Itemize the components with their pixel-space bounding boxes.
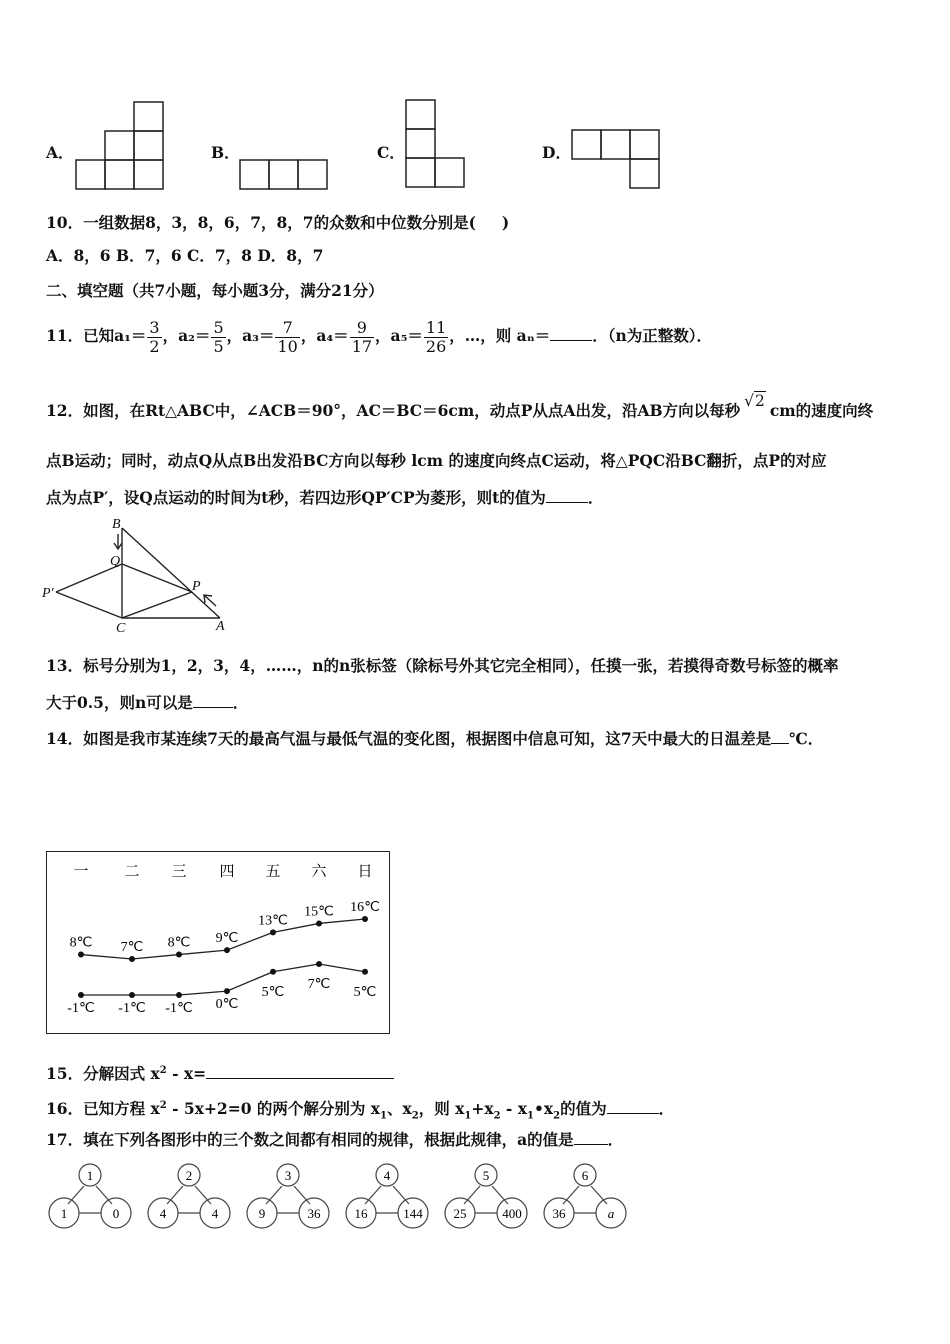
fraction-a2: $\frac{5}{5}$ [213, 317, 224, 356]
sqrt-2: √2 [744, 392, 765, 410]
question-13-line-1: 13．标号分别为1，2，3，4，……，n的n张标签（除标号外其它完全相同），任摸一张，若摸得奇数号标签的概率 [46, 656, 839, 675]
left-number: 4 [159, 1206, 167, 1221]
high-temp-label: 15℃ [304, 904, 334, 920]
day-label-3: 四 [219, 862, 235, 880]
day-label-1: 二 [124, 862, 140, 880]
question-16: 16．已知方程 $x^2 - 5x+2=0$ 的两个解分别为 $x_1$、$x_2$，则 $x_1+x_2$ - $x_1•x_2$的值为 ． [46, 1099, 675, 1122]
fraction-a1: $\frac{3}{2}$ [149, 317, 160, 356]
low-temp-label: 5℃ [261, 984, 285, 1000]
option-c-figure [402, 98, 470, 192]
left-number: 25 [453, 1206, 467, 1221]
low-temp-label: 7℃ [307, 977, 331, 992]
high-temp-point [129, 956, 135, 962]
high-temp-label: 13℃ [258, 913, 288, 929]
low-temp-point [78, 992, 84, 998]
low-temp-label: 0℃ [215, 997, 239, 1013]
top-number: 1 [86, 1168, 94, 1183]
high-temp-label: 8℃ [69, 935, 93, 951]
top-number: 5 [482, 1168, 490, 1183]
low-temp-point [316, 961, 322, 967]
low-temp-point [224, 988, 230, 994]
fraction-a4: $\frac{9}{17}$ [351, 317, 373, 356]
option-b-figure [236, 156, 332, 192]
label-p-prime: P′ [42, 586, 54, 601]
right-number: 400 [502, 1206, 522, 1221]
answer-blank [771, 729, 789, 744]
pattern-figure-6 [544, 1164, 626, 1228]
fraction-a3: $\frac{7}{10}$ [277, 317, 298, 356]
pattern-figure-2 [148, 1164, 230, 1228]
top-number: 4 [383, 1168, 391, 1183]
high-temp-point [78, 952, 84, 958]
day-label-0: 一 [73, 862, 89, 880]
high-temp-label: 7℃ [120, 940, 144, 955]
answer-blank [193, 693, 233, 708]
left-number: 16 [354, 1206, 368, 1221]
option-d-label: D． [542, 143, 571, 162]
option-a-figure [72, 100, 168, 192]
option-b-label: B． [211, 143, 240, 162]
question-14: 14．如图是我市某连续7天的最高气温与最低气温的变化图，根据图中信息可知，这7天中最大的日温差是 ℃． [46, 729, 824, 748]
temperature-chart [46, 851, 390, 1034]
answer-blank [206, 1064, 394, 1079]
pattern-figure-3 [247, 1164, 329, 1228]
question-15: 15．分解因式 $x^2 - x=$ [46, 1061, 394, 1084]
day-label-4: 五 [265, 862, 281, 880]
pattern-figure-1 [49, 1164, 131, 1228]
number-pattern-figures [44, 1160, 644, 1230]
question-10: 10．一组数据8，3，8，6，7，8，7的众数和中位数分别是( ) [46, 213, 510, 232]
option-d-figure [568, 128, 664, 192]
low-temp-point [362, 969, 368, 975]
day-label-2: 三 [171, 862, 187, 880]
pattern-figure-5 [445, 1164, 527, 1228]
rhombus-triangle-figure [40, 516, 240, 636]
low-temp-point [270, 969, 276, 975]
left-number: 9 [258, 1206, 266, 1221]
question-12-line-2: 点B运动；同时，动点Q从点B出发沿BC方向以每秒 lcm 的速度向终点C运动，将△PQC沿BC翻折，点P的对应 [46, 451, 827, 470]
question-11: 11．已知a₁＝ $\frac{3}{2}$ ，a₂＝ $\frac{5}{5}$ ，a₃＝ $\frac{7}{10}$ ，a₄＝ $\frac{9}{17}$ ，a₅＝ $\frac{11}{26}$ ，…，则 aₙ＝ ．（n为正整数）． [46, 317, 713, 356]
pattern-figure-4 [346, 1164, 428, 1228]
option-a-label: A． [46, 143, 74, 162]
top-number: 2 [185, 1168, 193, 1183]
high-temp-label: 16℃ [350, 900, 380, 915]
label-q: Q [110, 554, 121, 569]
answer-blank [546, 488, 588, 503]
high-temp-point [316, 920, 322, 926]
section-2-title: 二、填空题（共7小题，每小题3分，满分21分） [46, 281, 384, 300]
question-12-line-3: 点为点P′，设Q点运动的时间为t秒，若四边形QP′CP为菱形，则t的值为 ． [46, 488, 604, 507]
top-number: 3 [284, 1168, 292, 1183]
question-12-line-1: 12．如图，在Rt△ABC中，∠ACB＝90°，AC＝BC＝6cm，动点P从点A出发，沿AB方向以每秒 √2 cm的速度向终 [46, 392, 874, 420]
day-label-5: 六 [311, 862, 327, 880]
high-temp-label: 8℃ [167, 935, 191, 951]
high-temp-point [270, 929, 276, 935]
answer-blank [550, 326, 592, 341]
left-number: 1 [60, 1206, 68, 1221]
right-number: a [607, 1206, 615, 1221]
right-number: 4 [211, 1206, 219, 1221]
answer-blank [607, 1099, 659, 1114]
high-temp-point [362, 916, 368, 922]
day-label-6: 日 [357, 862, 373, 880]
label-a: A [216, 619, 225, 634]
temperature-chart-svg [47, 852, 388, 1032]
top-number: 6 [581, 1168, 589, 1183]
answer-blank [574, 1130, 608, 1145]
high-temp-point [176, 952, 182, 958]
left-number: 36 [552, 1206, 566, 1221]
label-b: B [112, 517, 121, 532]
low-temp-point [176, 992, 182, 998]
question-17: 17．填在下列各图形中的三个数之间都有相同的规律，根据此规律，a的值是 ． [46, 1130, 624, 1149]
right-number: 36 [307, 1206, 321, 1221]
option-c-label: C． [377, 143, 405, 162]
right-number: 0 [112, 1206, 120, 1221]
low-temp-label: -1℃ [165, 1001, 193, 1016]
high-temp-point [224, 947, 230, 953]
label-p: P [192, 579, 201, 594]
low-temp-point [129, 992, 135, 998]
low-temp-label: -1℃ [118, 1001, 146, 1016]
low-temp-label: 5℃ [353, 984, 377, 1000]
question-10-options: A．8，6 B．7，6 C．7，8 D．8，7 [46, 246, 324, 265]
right-number: 144 [403, 1206, 423, 1221]
low-temp-label: -1℃ [67, 1001, 95, 1016]
question-13-line-2: 大于0.5，则n可以是 ． [46, 693, 249, 712]
fraction-a5: $\frac{11}{26}$ [425, 317, 447, 356]
high-temp-label: 9℃ [215, 931, 239, 947]
label-c: C [116, 621, 126, 636]
